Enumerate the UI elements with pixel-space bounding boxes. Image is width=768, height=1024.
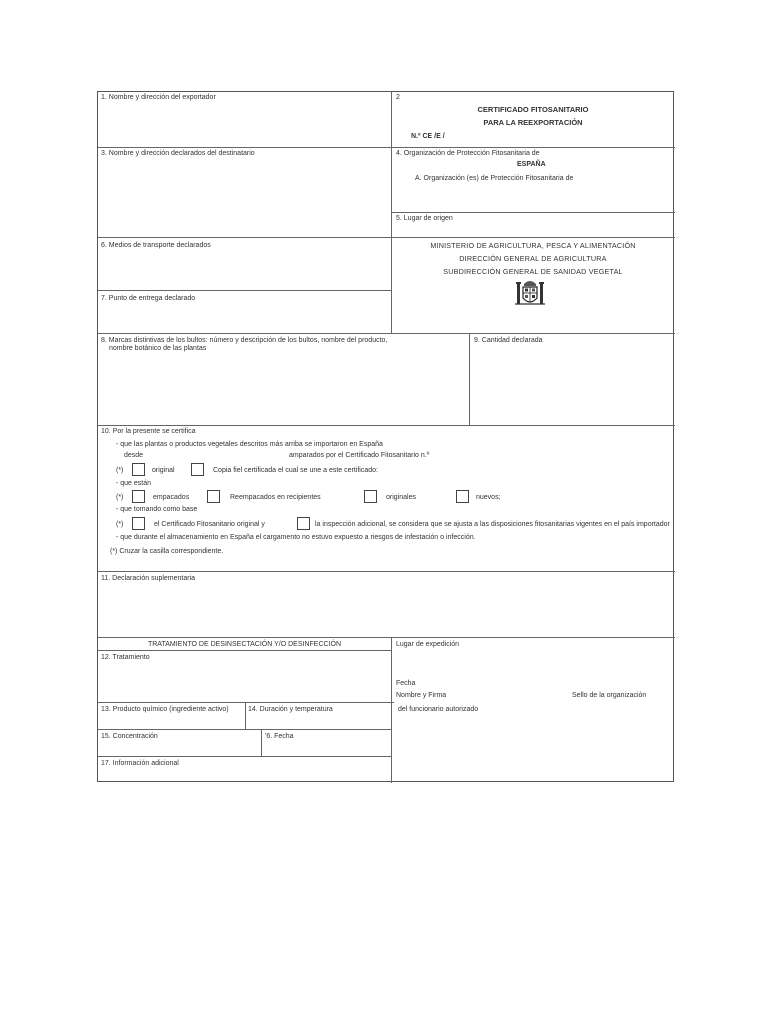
asterisk-note: (*) [116,494,124,501]
box2-number: 2 [396,94,400,101]
box4-sub-label: A. Organización (es) de Protección Fitosanitaria de [415,175,574,182]
box10-desde: desde [124,452,144,459]
box5-label: 5. Lugar de origen [396,215,453,222]
divider [245,702,246,730]
box10-line1: - que las plantas o productos vegetales descritos más arriba se importaron en España [116,441,383,448]
divider [98,729,391,730]
divider [98,571,675,572]
empacados-label: empacados [153,494,190,501]
fecha-label: Fecha [396,680,416,687]
box4-label: 4. Organización de Protección Fitosanitaria de [396,150,540,157]
inspeccion-label: la inspección adicional, se considera que se ajusta a las disposiciones fitosanitarias vigentes en el país importador [315,521,670,528]
ministry-name: MINISTERIO DE AGRICULTURA, PESCA Y ALIMENTACIÓN [430,241,636,250]
box16-label: '6. Fecha [265,733,294,740]
reempacados-checkbox[interactable] [207,490,220,503]
box17-label: 17. Información adicional [101,760,179,767]
divider [98,333,675,334]
originales-checkbox[interactable] [364,490,377,503]
divider [98,702,394,703]
box11-label: 11. Declaración suplementaria [101,575,196,582]
divider [391,637,392,783]
divider [98,756,391,757]
nombre-firma-label: Nombre y Firma [396,692,447,699]
inspeccion-checkbox[interactable] [297,517,310,530]
subdirectorate-name: SUBDIRECCIÓN GENERAL DE SANIDAD VEGETAL [443,267,623,276]
empacados-checkbox[interactable] [132,490,145,503]
lugar-expedicion-label: Lugar de expedición [396,641,460,648]
phytosanitary-certificate-form [97,91,674,782]
box10-label: 10. Por la presente se certifica [101,428,196,435]
box10-amparados: amparados por el Certificado Fitosanitario n.º [289,452,430,459]
certificado-original-checkbox[interactable] [132,517,145,530]
que-estan-label: - que están [116,480,152,487]
original-label: original [152,467,175,474]
country-name: ESPAÑA [517,161,546,168]
copia-label: Copia fiel certificada el cual se une a este certificado: [213,467,378,474]
certificado-original-label: el Certificado Fitosanitario original y [154,521,265,528]
originales-label: originales [386,494,416,501]
divider [98,237,675,238]
original-checkbox[interactable] [132,463,145,476]
box8-label-cont: nombre botánico de las plantas [109,345,207,352]
nuevos-checkbox[interactable] [456,490,469,503]
box7-label: 7. Punto de entrega declarado [101,295,196,302]
certificate-subtitle: PARA LA REEXPORTACIÓN [483,118,583,127]
nuevos-label: nuevos; [476,494,501,501]
que-tomando-label: - que tomando como base [116,506,198,513]
almacenamiento-line: - que durante el almacenamiento en España el cargamento no estuvo expuesto a riesgos de infestación o infección. [116,534,476,541]
asterisk-note: (*) [116,467,124,474]
treatment-header: TRATAMIENTO DE DESINSECTACIÓN Y/O DESINFECCIÓN [147,641,342,648]
divider [98,290,391,291]
box1-label: 1. Nombre y dirección del exportador [101,94,216,101]
box13-label: 13. Producto químico (ingrediente activo) [101,706,229,713]
divider [469,333,470,425]
certificate-title: CERTIFICADO FITOSANITARIO [477,105,589,114]
divider [98,650,391,651]
box9-label: 9. Cantidad declarada [474,337,543,344]
sello-label: Sello de la organización [572,692,647,699]
divider [391,212,675,213]
certificate-number: N.º CE /E / [411,133,445,140]
divider [98,147,391,148]
coat-of-arms-icon [514,278,546,308]
reempacados-label: Reempacados en recipientes [230,494,321,501]
box3-label: 3. Nombre y dirección declarados del destinatario [101,150,255,157]
footnote: (*) Cruzar la casilla correspondiente. [110,548,224,555]
divider [98,425,675,426]
box8-label: 8. Marcas distintivas de los bultos: número y descripción de los bultos, nombre del producto, [101,337,388,344]
divider [261,729,262,757]
divider [391,147,675,148]
asterisk-note: (*) [116,521,124,528]
box12-label: 12. Tratamiento [101,654,150,661]
divider [98,637,675,638]
box15-label: 15. Concentración [101,733,158,740]
box14-label: 14. Duración y temperatura [248,706,333,713]
directorate-name: DIRECCIÓN GENERAL DE AGRICULTURA [459,254,607,263]
funcionario-label: del funcionario autorizado [398,706,479,713]
copia-checkbox[interactable] [191,463,204,476]
box6-label: 6. Medios de transporte declarados [101,242,211,249]
